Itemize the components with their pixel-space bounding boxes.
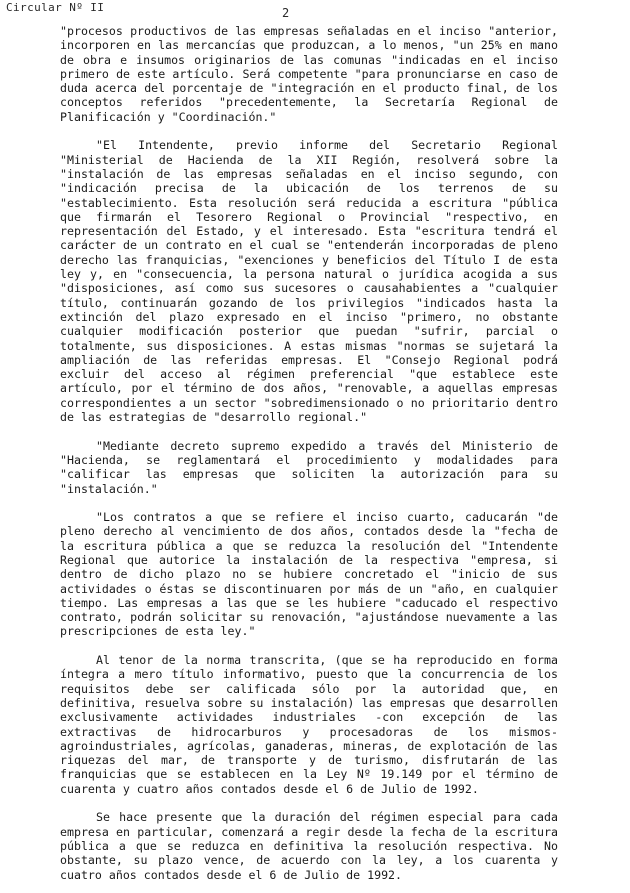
paragraph-quoted-1: "procesos productivos de las empresas señaladas en el inciso "anterior, incorporen en las mercancías que produzcan, a lo menos, "un 25% en mano de obra e insumos originarios de las comunas "indicadas en el inciso primero de este artículo. Será competente "para pronunciarse en caso de duda acerca del porcentaje de "integración en el producto final, de los conceptos referidos "precedentemente, la Secretaría Regional de Planificación y "Coordinación." [60, 24, 558, 124]
paragraph-quoted-3: "Mediante decreto supremo expedido a través del Ministerio de "Hacienda, se reglamentará el procedimiento y modalidades para "calificar las empresas que soliciten la autorización para su "instalación." [60, 438, 558, 496]
paragraph-quoted-4: "Los contratos a que se refiere el inciso cuarto, caducarán "de pleno derecho al vencimiento de dos años, contados desde la "fecha de la escritura pública a que se reduzca la resolución del "Intendente Regional que autorice la instalación de la respectiva "empresa, si dentro de dicho plazo no se hubiere concretado el "inicio de sus actividades o éstas se discontinuaren por más de un "año, en cualquier tiempo. Las empresas a las que se les hubiere "caducado el respectivo contrato, podrán solicitar su renovación, "ajustándose nuevamente a las prescripciones de esta ley." [60, 510, 558, 639]
page-number: 2 [282, 6, 290, 20]
document-body [60, 24, 558, 882]
paragraph-commentary-1: Al tenor de la norma transcrita, (que se ha reproducido en forma íntegra a mero título informativo, puesto que la concurrencia de los requisitos debe ser calificada sólo por la autoridad que, en definitiva, resuelva sobre su instalación) las empresas que desarrollen exclusivamente actividades industriales -con excepción de las extractivas de hidrocarburos y procesadoras de los mismos- agroindustriales, agrícolas, ganaderas, mineras, de explotación de las riquezas del mar, de transporte y de turismo, disfrutarán de las franquicias que se establecen en la Ley Nº 19.149 por el término de cuarenta y cuatro años contados desde el 6 de Julio de 1992. [60, 653, 558, 796]
paragraph-commentary-2: Se hace presente que la duración del régimen especial para cada empresa en particular, comenzará a regir desde la fecha de la escritura pública a que se reduzca en definitiva la resolución respectiva. No obstante, su plazo vence, de acuerdo con la ley, a los cuarenta y cuatro años contados desde el 6 de Julio de 1992. [60, 810, 558, 882]
circular-header: Circular Nº II [6, 1, 105, 14]
paragraph-quoted-2: "El Intendente, previo informe del Secretario Regional "Ministerial de Hacienda de la XII Región, resolverá sobre la "instalación de las empresas señaladas en el inciso segundo, con "indicación precisa de la ubicación de los terrenos de su "establecimiento. Esta resolución será reducida a escritura "pública que firmarán el Tesorero Regional o Provincial "respectivo, en representación del Estado, y el interesado. Esta "escritura tendrá el carácter de un contrato en el cual se "entenderán incorporadas de pleno derecho las franquicias, "exenciones y beneficios del Título I de esta ley y, en "consecuencia, la persona natural o jurídica acogida a sus "disposiciones, así como sus sucesores o causahabientes a "cualquier título, continuarán gozando de los privilegios "indicados hasta la extinción del plazo expresado en el inciso "primero, no obstante cualquier modificación posterior que puedan "sufrir, parcial o totalmente, sus disposiciones. A estas mismas "normas se sujetará la ampliación de las referidas empresas. El "Consejo Regional podrá excluir del acceso al régimen preferencial "que establece este artículo, por el término de dos años, "renovable, a aquellas empresas correspondientes a un sector "sobredimensionado o no prioritario dentro de las estrategias de "desarrollo regional." [60, 138, 558, 425]
